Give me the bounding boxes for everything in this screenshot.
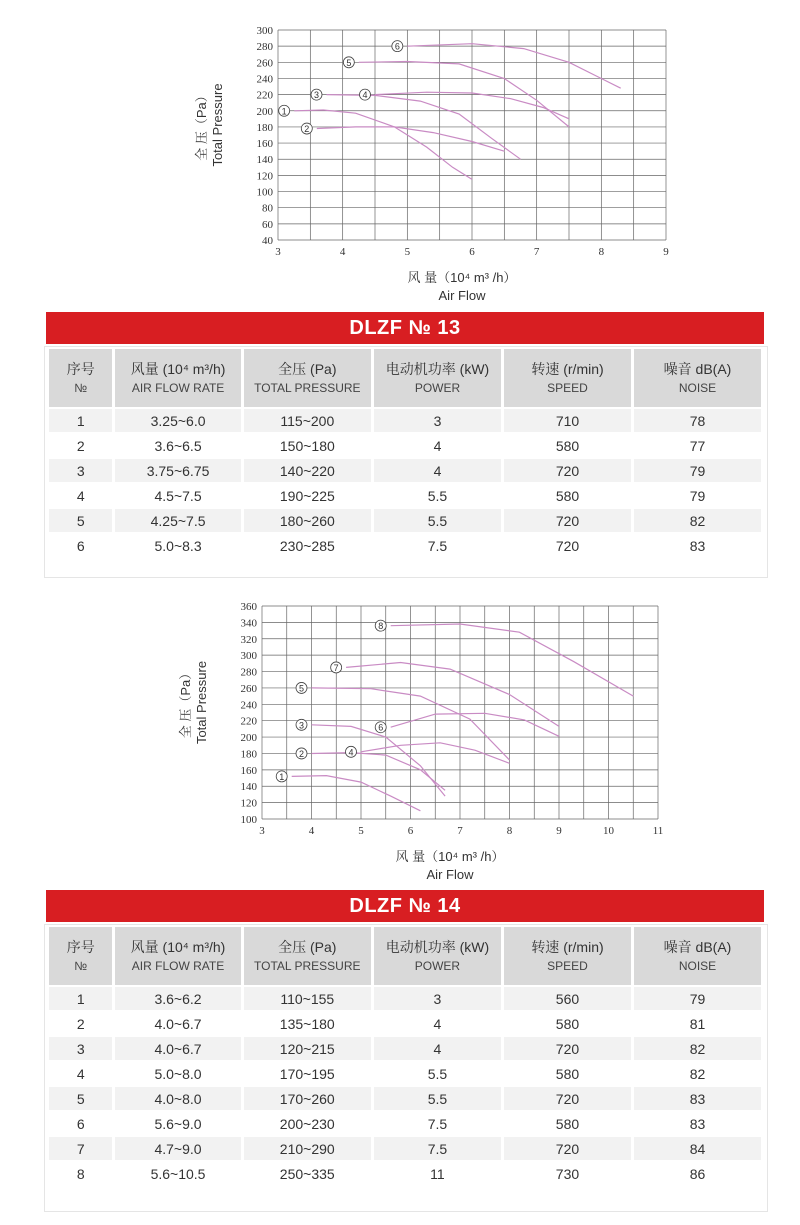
table-cell: 3 — [374, 409, 501, 432]
performance-chart-13 — [0, 0, 800, 310]
table-cell: 2 — [49, 1012, 112, 1035]
column-header-en: SPEED — [547, 381, 588, 395]
table-row — [49, 1137, 761, 1160]
table-cell: 1 — [49, 987, 112, 1010]
column-header-zh: 电动机功率 (kW) — [385, 361, 490, 377]
table-row — [49, 1062, 761, 1085]
chart-13-svg — [0, 0, 800, 310]
table-cell: 7.5 — [374, 534, 501, 557]
table-cell: 5 — [49, 1087, 112, 1110]
column-header-en: POWER — [414, 959, 461, 973]
table-cell: 3.25~6.0 — [115, 409, 240, 432]
table-row — [49, 509, 761, 532]
curve-label: 2 — [304, 124, 310, 135]
curve-label: 5 — [298, 683, 305, 694]
y-tick-label: 160 — [256, 138, 273, 151]
table-row — [49, 1162, 761, 1185]
table-cell: 82 — [634, 1062, 761, 1085]
table-title-13: DLZF № 13 — [46, 312, 764, 344]
y-tick-label: 120 — [256, 170, 273, 183]
table-cell: 78 — [634, 409, 761, 432]
table-cell: 720 — [504, 1037, 631, 1060]
column-header-2 — [115, 927, 240, 985]
curve-label: 3 — [298, 720, 305, 731]
table-row — [49, 1112, 761, 1135]
y-tick-label: 300 — [256, 25, 273, 37]
curve-label: 6 — [394, 41, 400, 52]
column-header-en: AIR FLOW RATE — [131, 381, 225, 395]
table-cell: 77 — [634, 434, 761, 457]
y-tick-label: 200 — [240, 732, 257, 745]
table-cell: 4 — [49, 1062, 112, 1085]
x-axis-label-en: Air Flow — [438, 288, 486, 303]
table-cell: 180~260 — [244, 509, 371, 532]
table-cell: 82 — [634, 1037, 761, 1060]
y-tick-label: 240 — [240, 699, 257, 712]
table-cell: 4.0~8.0 — [115, 1087, 240, 1110]
table-row — [49, 434, 761, 457]
table-cell: 7.5 — [374, 1112, 501, 1135]
y-tick-label: 220 — [240, 715, 257, 728]
y-tick-label: 260 — [256, 57, 273, 70]
table-cell: 5.0~8.3 — [115, 534, 240, 557]
column-header-zh: 转速 (r/min) — [531, 939, 604, 955]
x-tick-label: 5 — [358, 825, 364, 837]
table-cell: 135~180 — [244, 1012, 371, 1035]
column-header-zh: 序号 — [66, 361, 95, 377]
curve-label: 7 — [333, 662, 339, 673]
y-tick-label: 180 — [240, 748, 257, 761]
curve-label: 5 — [346, 57, 352, 68]
table-cell: 115~200 — [244, 409, 371, 432]
table-cell: 84 — [634, 1137, 761, 1160]
table-cell: 580 — [504, 484, 631, 507]
table-cell: 83 — [634, 1087, 761, 1110]
table-cell: 4.25~7.5 — [115, 509, 240, 532]
table-cell: 4 — [374, 1037, 501, 1060]
table-cell: 3 — [49, 1037, 112, 1060]
y-tick-label: 300 — [240, 650, 257, 663]
curve-3 — [312, 722, 446, 796]
y-tick-label: 240 — [256, 73, 273, 86]
chart-14-svg — [0, 595, 800, 890]
y-tick-label: 220 — [256, 89, 273, 102]
curve-label: 8 — [378, 621, 384, 632]
column-header-zh: 全压 (Pa) — [278, 361, 337, 377]
curve-1 — [292, 776, 421, 811]
table-cell: 170~195 — [244, 1062, 371, 1085]
table-cell: 170~260 — [244, 1087, 371, 1110]
column-header-en: № — [74, 381, 88, 395]
table-cell: 720 — [504, 1137, 631, 1160]
table-cell: 7 — [49, 1137, 112, 1160]
y-axis-label-en: Total Pressure — [210, 83, 225, 167]
curve-6 — [407, 44, 620, 88]
column-header-en: NOISE — [678, 959, 717, 973]
table-cell: 4.7~9.0 — [115, 1137, 240, 1160]
table-cell: 710 — [504, 409, 631, 432]
table-cell: 580 — [504, 1112, 631, 1135]
column-header-5 — [504, 927, 631, 985]
table-cell: 1 — [49, 409, 112, 432]
y-tick-label: 40 — [262, 235, 273, 247]
curve-label: 2 — [298, 748, 305, 759]
table-cell: 730 — [504, 1162, 631, 1185]
column-header-4 — [374, 349, 501, 407]
table-cell: 5 — [49, 509, 112, 532]
table-cell: 150~180 — [244, 434, 371, 457]
column-header-6 — [634, 927, 761, 985]
table-cell: 83 — [634, 1112, 761, 1135]
x-tick-label: 3 — [275, 246, 281, 258]
table-cell: 210~290 — [244, 1137, 371, 1160]
table-cell: 5.5 — [374, 484, 501, 507]
y-tick-label: 140 — [240, 781, 257, 794]
table-row — [49, 1087, 761, 1110]
column-header-3 — [244, 927, 371, 985]
x-axis-label-zh: 风 量（10⁴ m³ /h） — [395, 849, 505, 864]
table-cell: 4 — [374, 459, 501, 482]
table-cell: 120~215 — [244, 1037, 371, 1060]
table-cell: 4.0~6.7 — [115, 1012, 240, 1035]
spec-table-13 — [46, 347, 764, 559]
column-header-en: AIR FLOW RATE — [131, 959, 225, 973]
table-cell: 6 — [49, 1112, 112, 1135]
table-cell: 5.5 — [374, 509, 501, 532]
table-cell: 4 — [374, 434, 501, 457]
table-cell: 81 — [634, 1012, 761, 1035]
column-header-zh: 序号 — [66, 939, 95, 955]
curve-label: 1 — [279, 771, 285, 782]
x-tick-label: 7 — [457, 825, 463, 837]
table-cell: 140~220 — [244, 459, 371, 482]
table-cell: 11 — [374, 1162, 501, 1185]
y-tick-label: 200 — [256, 105, 273, 118]
y-tick-label: 320 — [240, 633, 257, 646]
table-cell: 79 — [634, 459, 761, 482]
x-tick-label: 10 — [603, 825, 614, 837]
table-cell: 580 — [504, 1012, 631, 1035]
column-header-zh: 电动机功率 (kW) — [385, 939, 490, 955]
table-cell: 720 — [504, 459, 631, 482]
column-header-3 — [244, 349, 371, 407]
x-tick-label: 3 — [259, 825, 265, 837]
table-cell: 4 — [374, 1012, 501, 1035]
column-header-zh: 风量 (10⁴ m³/h) — [130, 361, 226, 377]
table-cell: 82 — [634, 509, 761, 532]
x-tick-label: 4 — [339, 246, 346, 258]
table-cell: 4.5~7.5 — [115, 484, 240, 507]
y-tick-label: 60 — [262, 218, 273, 231]
table-cell: 720 — [504, 509, 631, 532]
y-tick-label: 160 — [240, 764, 257, 777]
table-cell: 720 — [504, 534, 631, 557]
column-header-zh: 转速 (r/min) — [531, 361, 604, 377]
curve-2 — [317, 127, 505, 151]
table-cell: 86 — [634, 1162, 761, 1185]
table-cell: 5.5 — [374, 1062, 501, 1085]
table-cell: 7.5 — [374, 1137, 501, 1160]
curve-label: 1 — [281, 106, 287, 117]
column-header-4 — [374, 927, 501, 985]
y-tick-label: 280 — [256, 41, 273, 54]
y-tick-label: 340 — [240, 617, 257, 630]
table-cell: 200~230 — [244, 1112, 371, 1135]
table-row — [49, 1012, 761, 1035]
column-header-zh: 风量 (10⁴ m³/h) — [130, 939, 226, 955]
y-tick-label: 280 — [240, 666, 257, 679]
curve-8 — [391, 624, 634, 696]
table-cell: 4 — [49, 484, 112, 507]
column-header-1 — [49, 349, 112, 407]
table-cell: 3 — [49, 459, 112, 482]
y-tick-label: 260 — [240, 682, 257, 695]
spec-table-14 — [46, 925, 764, 1187]
table-cell: 79 — [634, 987, 761, 1010]
table-cell: 5.6~9.0 — [115, 1112, 240, 1135]
x-tick-label: 4 — [308, 825, 315, 837]
column-header-en: NOISE — [678, 381, 717, 395]
table-cell: 110~155 — [244, 987, 371, 1010]
column-header-5 — [504, 349, 631, 407]
column-header-en: SPEED — [547, 959, 588, 973]
table-cell: 3.6~6.2 — [115, 987, 240, 1010]
column-header-1 — [49, 927, 112, 985]
y-tick-label: 100 — [256, 186, 273, 199]
curve-label: 4 — [348, 747, 354, 758]
table-cell: 2 — [49, 434, 112, 457]
y-axis-label-en: Total Pressure — [194, 660, 209, 745]
x-tick-label: 11 — [652, 825, 664, 837]
x-tick-label: 7 — [533, 246, 540, 258]
table-cell: 5.5 — [374, 1087, 501, 1110]
table-row — [49, 1037, 761, 1060]
table-cell: 250~335 — [244, 1162, 371, 1185]
table-cell: 5.6~10.5 — [115, 1162, 240, 1185]
column-header-6 — [634, 349, 761, 407]
x-axis-label-zh: 风 量（10⁴ m³ /h） — [407, 270, 517, 285]
table-row — [49, 987, 761, 1010]
table-cell: 3 — [374, 987, 501, 1010]
y-tick-label: 140 — [256, 154, 273, 167]
table-cell: 580 — [504, 1062, 631, 1085]
curve-label: 6 — [378, 722, 384, 733]
x-tick-label: 9 — [663, 246, 669, 258]
table-row — [49, 459, 761, 482]
column-header-zh: 噪音 dB(A) — [663, 939, 732, 955]
table-row — [49, 409, 761, 432]
column-header-en: TOTAL PRESSURE — [254, 959, 361, 973]
x-axis-label-en: Air Flow — [426, 867, 474, 882]
column-header-en: TOTAL PRESSURE — [254, 381, 361, 395]
y-axis-label-zh: 全 压（Pa） — [178, 666, 193, 739]
table-cell: 720 — [504, 1087, 631, 1110]
column-header-zh: 全压 (Pa) — [278, 939, 337, 955]
y-tick-label: 180 — [256, 121, 273, 134]
table-cell: 190~225 — [244, 484, 371, 507]
y-tick-label: 100 — [240, 814, 257, 826]
table-cell: 8 — [49, 1162, 112, 1185]
table-cell: 6 — [49, 534, 112, 557]
table-cell: 4.0~6.7 — [115, 1037, 240, 1060]
table-row — [49, 484, 761, 507]
x-tick-label: 6 — [407, 825, 414, 837]
table-row — [49, 534, 761, 557]
table-cell: 560 — [504, 987, 631, 1010]
column-header-zh: 噪音 dB(A) — [663, 361, 732, 377]
curve-label: 3 — [313, 90, 320, 101]
column-header-en: № — [74, 959, 88, 973]
x-tick-label: 8 — [598, 246, 605, 258]
column-header-2 — [115, 349, 240, 407]
x-tick-label: 8 — [506, 825, 513, 837]
curve-7 — [346, 663, 559, 727]
table-cell: 230~285 — [244, 534, 371, 557]
table-cell: 83 — [634, 534, 761, 557]
table-cell: 3.75~6.75 — [115, 459, 240, 482]
curve-label: 4 — [362, 90, 368, 101]
table-title-14: DLZF № 14 — [46, 890, 764, 922]
curve-1 — [294, 110, 472, 179]
table-cell: 580 — [504, 434, 631, 457]
y-tick-label: 120 — [240, 797, 257, 810]
column-header-en: POWER — [414, 381, 461, 395]
table-cell: 79 — [634, 484, 761, 507]
y-axis-label-zh: 全 压（Pa） — [194, 89, 209, 161]
table-cell: 3.6~6.5 — [115, 434, 240, 457]
x-tick-label: 5 — [404, 246, 411, 258]
table-cell: 5.0~8.0 — [115, 1062, 240, 1085]
x-tick-label: 6 — [469, 246, 475, 258]
y-tick-label: 360 — [240, 601, 257, 613]
x-tick-label: 9 — [556, 825, 562, 837]
y-tick-label: 80 — [262, 202, 273, 215]
performance-chart-14 — [0, 595, 800, 890]
